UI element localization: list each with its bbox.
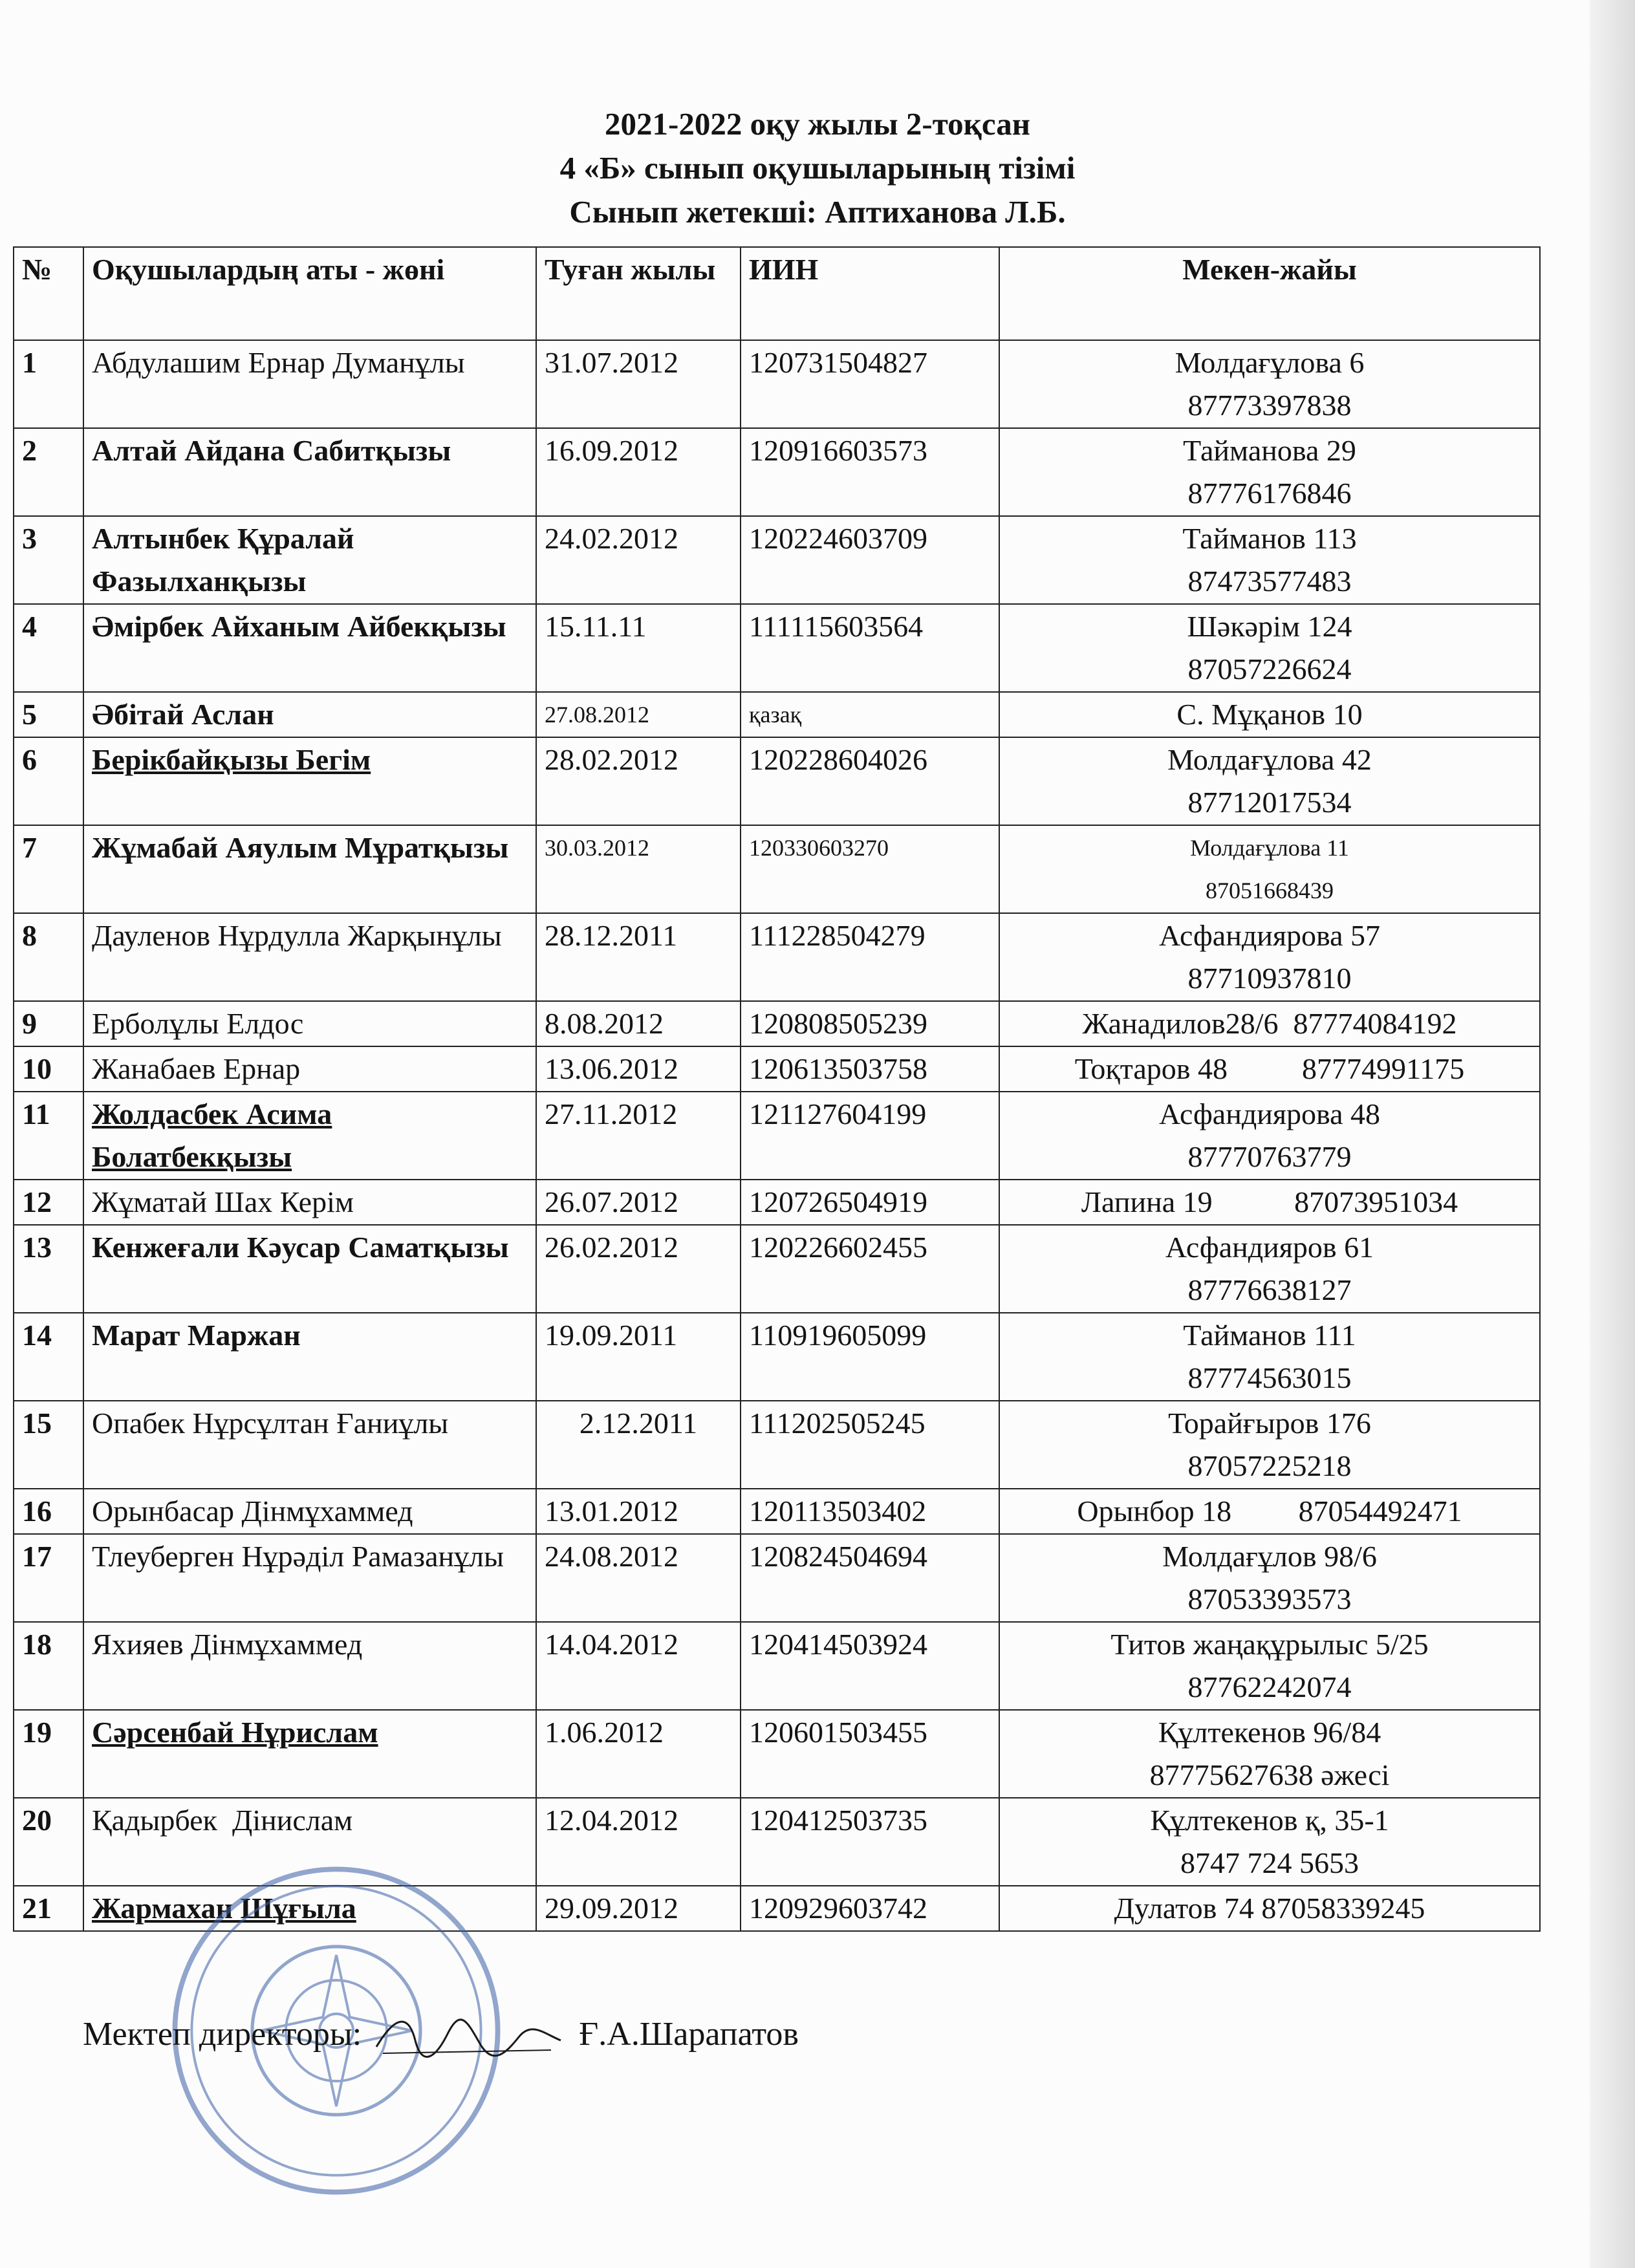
col-header-num: № [14,247,83,340]
student-name: Жолдасбек Асима Болатбекқызы [92,1097,332,1173]
row-number: 17 [14,1534,83,1622]
col-header-address: Мекен-жайы [999,247,1540,340]
table-row [14,516,1540,604]
table-row [14,692,1540,737]
iin: 120113503402 [741,1489,999,1534]
iin: 120824504694 [741,1534,999,1622]
student-name-cell [83,1710,536,1798]
table-row [14,1001,1540,1046]
birth-date: 13.01.2012 [536,1489,741,1534]
iin: 120330603270 [741,825,999,913]
signature-icon [370,2008,564,2066]
row-number: 13 [14,1225,83,1313]
row-number: 15 [14,1401,83,1489]
birth-date: 16.09.2012 [536,428,741,516]
address: Лапина 19 87073951034 [999,1180,1540,1225]
address: Орынбор 18 87054492471 [999,1489,1540,1534]
row-number: 3 [14,516,83,604]
table-row [14,604,1540,692]
table-row [14,913,1540,1001]
student-name: Әмірбек Айханым Айбекқызы [83,604,536,692]
table-row [14,340,1540,428]
table-row [14,428,1540,516]
birth-date: 14.04.2012 [536,1622,741,1710]
student-name: Қадырбек Дінислам [83,1798,536,1886]
row-number: 12 [14,1180,83,1225]
student-name: Жұматай Шах Керім [83,1180,536,1225]
birth-date: 2.12.2011 [536,1401,741,1489]
student-name: Ерболұлы Елдос [83,1001,536,1046]
page-edge-shadow [1590,0,1635,2268]
student-name: Абдулашим Ернар Думанұлы [83,340,536,428]
header-term: 2021-2022 оқу жылы 2-тоқсан [605,106,1030,142]
student-name: Кенжеғали Кәусар Саматқызы [83,1225,536,1313]
iin: 120414503924 [741,1622,999,1710]
address: Титов жаңақұрылыс 5/25 87762242074 [999,1622,1540,1710]
birth-date: 28.02.2012 [536,737,741,825]
table-row [14,1180,1540,1225]
iin: 120601503455 [741,1710,999,1798]
table-row [14,1092,1540,1180]
signature-block [83,2008,799,2066]
table-row [14,1046,1540,1092]
birth-date: 15.11.11 [536,604,741,692]
student-name: Марат Маржан [83,1313,536,1401]
address: Молдағұлова 6 87773397838 [999,340,1540,428]
birth-date: 26.02.2012 [536,1225,741,1313]
iin: 120726504919 [741,1180,999,1225]
student-name: Алтынбек Құралай Фазылханқызы [83,516,536,604]
row-number: 2 [14,428,83,516]
header-teacher: Сынып жетекші: Аптиханова Л.Б. [569,194,1066,230]
address: Тайманов 113 87473577483 [999,516,1540,604]
address: Молдағұлова 42 87712017534 [999,737,1540,825]
birth-date: 29.09.2012 [536,1886,741,1931]
birth-date: 24.02.2012 [536,516,741,604]
student-name: Жармахан Шұғыла [92,1892,356,1925]
address: Асфандиярова 48 87770763779 [999,1092,1540,1180]
iin: 120224603709 [741,516,999,604]
row-number: 8 [14,913,83,1001]
student-name: Опабек Нұрсұлтан Ғаниұлы [83,1401,536,1489]
row-number: 5 [14,692,83,737]
student-name: Әбітай Аслан [83,692,536,737]
iin: 120916603573 [741,428,999,516]
table-row [14,1622,1540,1710]
student-name-cell [83,737,536,825]
iin: 110919605099 [741,1313,999,1401]
row-number: 1 [14,340,83,428]
birth-date: 28.12.2011 [536,913,741,1001]
birth-date: 24.08.2012 [536,1534,741,1622]
address: Асфандияров 61 87776638127 [999,1225,1540,1313]
row-number: 4 [14,604,83,692]
table-row [14,1710,1540,1798]
address: Молдағұлов 98/6 87053393573 [999,1534,1540,1622]
address: Асфандиярова 57 87710937810 [999,913,1540,1001]
row-number: 9 [14,1001,83,1046]
table-header-row [14,247,1540,340]
iin: қазақ [741,692,999,737]
row-number: 10 [14,1046,83,1092]
birth-date: 1.06.2012 [536,1710,741,1798]
birth-date: 13.06.2012 [536,1046,741,1092]
table-row [14,1534,1540,1622]
student-name: Тлеуберген Нұрәділ Рамазанұлы [83,1534,536,1622]
iin: 120228604026 [741,737,999,825]
address: Дулатов 74 87058339245 [999,1886,1540,1931]
address: Жанадилов28/6 87774084192 [999,1001,1540,1046]
iin: 120226602455 [741,1225,999,1313]
iin: 111228504279 [741,913,999,1001]
row-number: 14 [14,1313,83,1401]
address: С. Мұқанов 10 [999,692,1540,737]
row-number: 18 [14,1622,83,1710]
address: Тайманов 111 87774563015 [999,1313,1540,1401]
birth-date: 30.03.2012 [536,825,741,913]
student-name: Сәрсенбай Нұрислам [92,1716,378,1749]
row-number: 6 [14,737,83,825]
address: Торайғыров 176 87057225218 [999,1401,1540,1489]
birth-date: 26.07.2012 [536,1180,741,1225]
student-name: Орынбасар Дінмұхаммед [83,1489,536,1534]
birth-date: 27.11.2012 [536,1092,741,1180]
student-name: Дауленов Нұрдулла Жарқынұлы [83,913,536,1001]
student-name: Берікбайқызы Бегім [92,743,371,776]
student-name: Жанабаев Ернар [83,1046,536,1092]
student-name: Яхияев Дінмұхаммед [83,1622,536,1710]
student-table [13,246,1541,1932]
iin: 111202505245 [741,1401,999,1489]
birth-date: 8.08.2012 [536,1001,741,1046]
birth-date: 19.09.2011 [536,1313,741,1401]
iin: 120929603742 [741,1886,999,1931]
iin: 111115603564 [741,604,999,692]
address: Тайманова 29 87776176846 [999,428,1540,516]
student-name-cell [83,1092,536,1180]
header-class-list: 4 «Б» сынып оқушыларының тізімі [559,150,1076,186]
document-header [0,102,1635,234]
address: Шәкәрім 124 87057226624 [999,604,1540,692]
address: Молдағұлова 11 87051668439 [999,825,1540,913]
iin: 120731504827 [741,340,999,428]
address: Құлтекенов 96/84 87775627638 әжесі [999,1710,1540,1798]
birth-date: 12.04.2012 [536,1798,741,1886]
table-row [14,737,1540,825]
col-header-dob: Туған жылы [536,247,741,340]
table-row [14,1225,1540,1313]
address: Тоқтаров 48 87774991175 [999,1046,1540,1092]
iin: 120613503758 [741,1046,999,1092]
student-name: Алтай Айдана Сабитқызы [83,428,536,516]
table-row [14,825,1540,913]
row-number: 19 [14,1710,83,1798]
student-name: Жұмабай Аяулым Мұратқызы [83,825,536,913]
address: Құлтекенов қ, 35-1 8747 724 5653 [999,1798,1540,1886]
col-header-iin: ИИН [741,247,999,340]
director-label: Мектеп директоры: [83,2015,362,2053]
row-number: 11 [14,1092,83,1180]
birth-date: 27.08.2012 [536,692,741,737]
iin: 121127604199 [741,1092,999,1180]
director-name: Ғ.А.Шарапатов [579,2015,799,2053]
table-row [14,1489,1540,1534]
row-number: 20 [14,1798,83,1886]
table-row [14,1313,1540,1401]
iin: 120808505239 [741,1001,999,1046]
row-number: 21 [14,1886,83,1931]
birth-date: 31.07.2012 [536,340,741,428]
table-row [14,1401,1540,1489]
row-number: 7 [14,825,83,913]
iin: 120412503735 [741,1798,999,1886]
col-header-name: Оқушылардың аты - жөні [83,247,536,340]
row-number: 16 [14,1489,83,1534]
